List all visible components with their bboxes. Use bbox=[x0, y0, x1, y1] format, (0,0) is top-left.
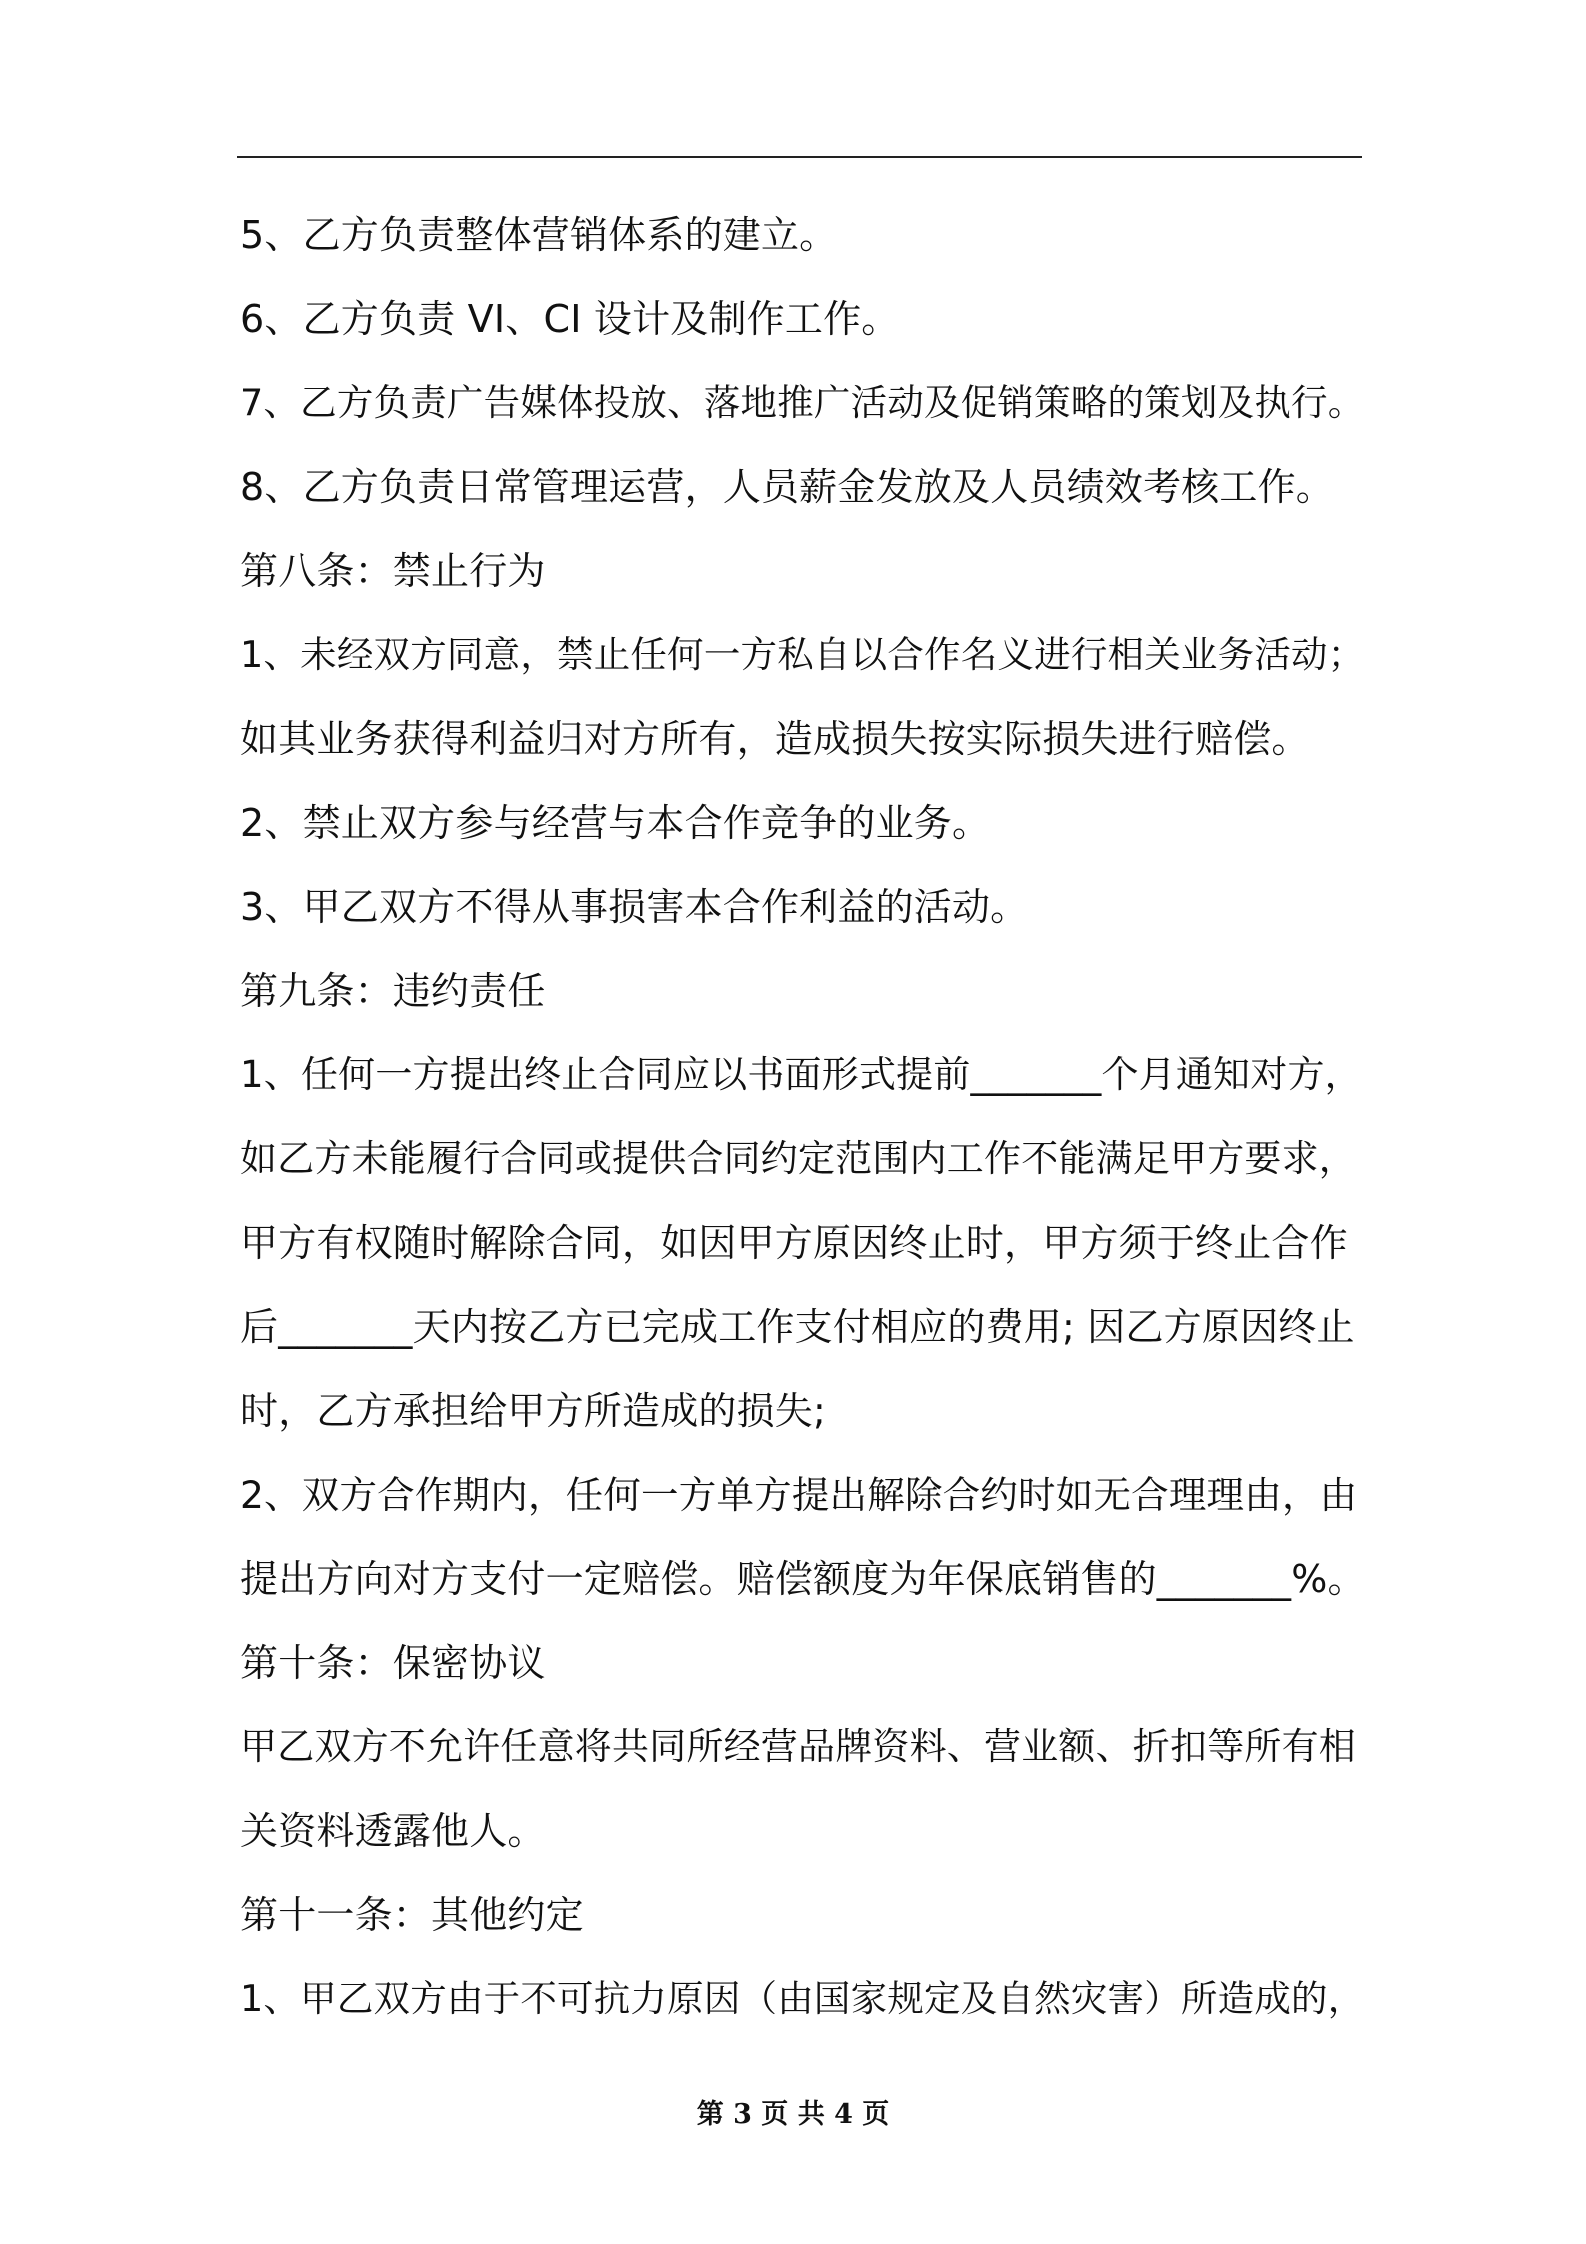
article-8-heading: 第八条：禁止行为 bbox=[240, 549, 546, 593]
article-9-item-2-cont: 提出方向对方支付一定赔偿。赔偿额度为年保底销售的_______%。 bbox=[240, 1557, 1366, 1601]
clause-8-daily-operations: 8、乙方负责日常管理运营，人员薪金发放及人员绩效考核工作。 bbox=[240, 465, 1334, 509]
clause-6-vi-ci-design: 6、乙方负责 VI、CI 设计及制作工作。 bbox=[240, 297, 900, 341]
article-11-heading: 第十一条：其他约定 bbox=[240, 1893, 584, 1937]
article-9-item-1: 1、任何一方提出终止合同应以书面形式提前_______个月通知对方， bbox=[240, 1053, 1362, 1096]
article-9-item-1-cont-c: 后_______天内按乙方已完成工作支付相应的费用; 因乙方原因终止 bbox=[240, 1305, 1355, 1349]
article-10-heading: 第十条：保密协议 bbox=[240, 1641, 546, 1685]
article-10-text-cont: 关资料透露他人。 bbox=[240, 1809, 546, 1853]
article-9-item-1-cont-d: 时，乙方承担给甲方所造成的损失; bbox=[240, 1389, 827, 1433]
article-9-heading: 第九条：违约责任 bbox=[240, 969, 546, 1013]
article-8-item-1-cont: 如其业务获得利益归对方所有，造成损失按实际损失进行赔偿。 bbox=[240, 717, 1310, 761]
document-body bbox=[240, 193, 1368, 2041]
article-9-item-2: 2、双方合作期内，任何一方单方提出解除合约时如无合理理由，由 bbox=[240, 1473, 1358, 1517]
article-8-item-3: 3、甲乙双方不得从事损害本合作利益的活动。 bbox=[240, 885, 1029, 929]
article-8-item-1: 1、未经双方同意，禁止任何一方私自以合作名义进行相关业务活动； bbox=[240, 633, 1365, 676]
clause-5-brand-marketing: 5、乙方负责整体营销体系的建立。 bbox=[240, 213, 838, 257]
article-10-text: 甲乙双方不允许任意将共同所经营品牌资料、营业额、折扣等所有相 bbox=[240, 1725, 1356, 1768]
article-8-item-2: 2、禁止双方参与经营与本合作竞争的业务。 bbox=[240, 801, 991, 845]
page-footer: 第 3 页 共 4 页 bbox=[696, 2099, 890, 2130]
article-9-item-1-cont-b: 甲方有权随时解除合同，如因甲方原因终止时，甲方须于终止合作 bbox=[240, 1221, 1348, 1265]
article-11-item-1: 1、甲乙双方由于不可抗力原因（由国家规定及自然灾害）所造成的， bbox=[240, 1977, 1365, 2020]
article-9-item-1-cont-a: 如乙方未能履行合同或提供合同约定范围内工作不能满足甲方要求， bbox=[240, 1137, 1356, 1180]
header-rule bbox=[237, 156, 1362, 158]
clause-7-advertising: 7、乙方负责广告媒体投放、落地推广活动及促销策略的策划及执行。 bbox=[240, 381, 1365, 424]
